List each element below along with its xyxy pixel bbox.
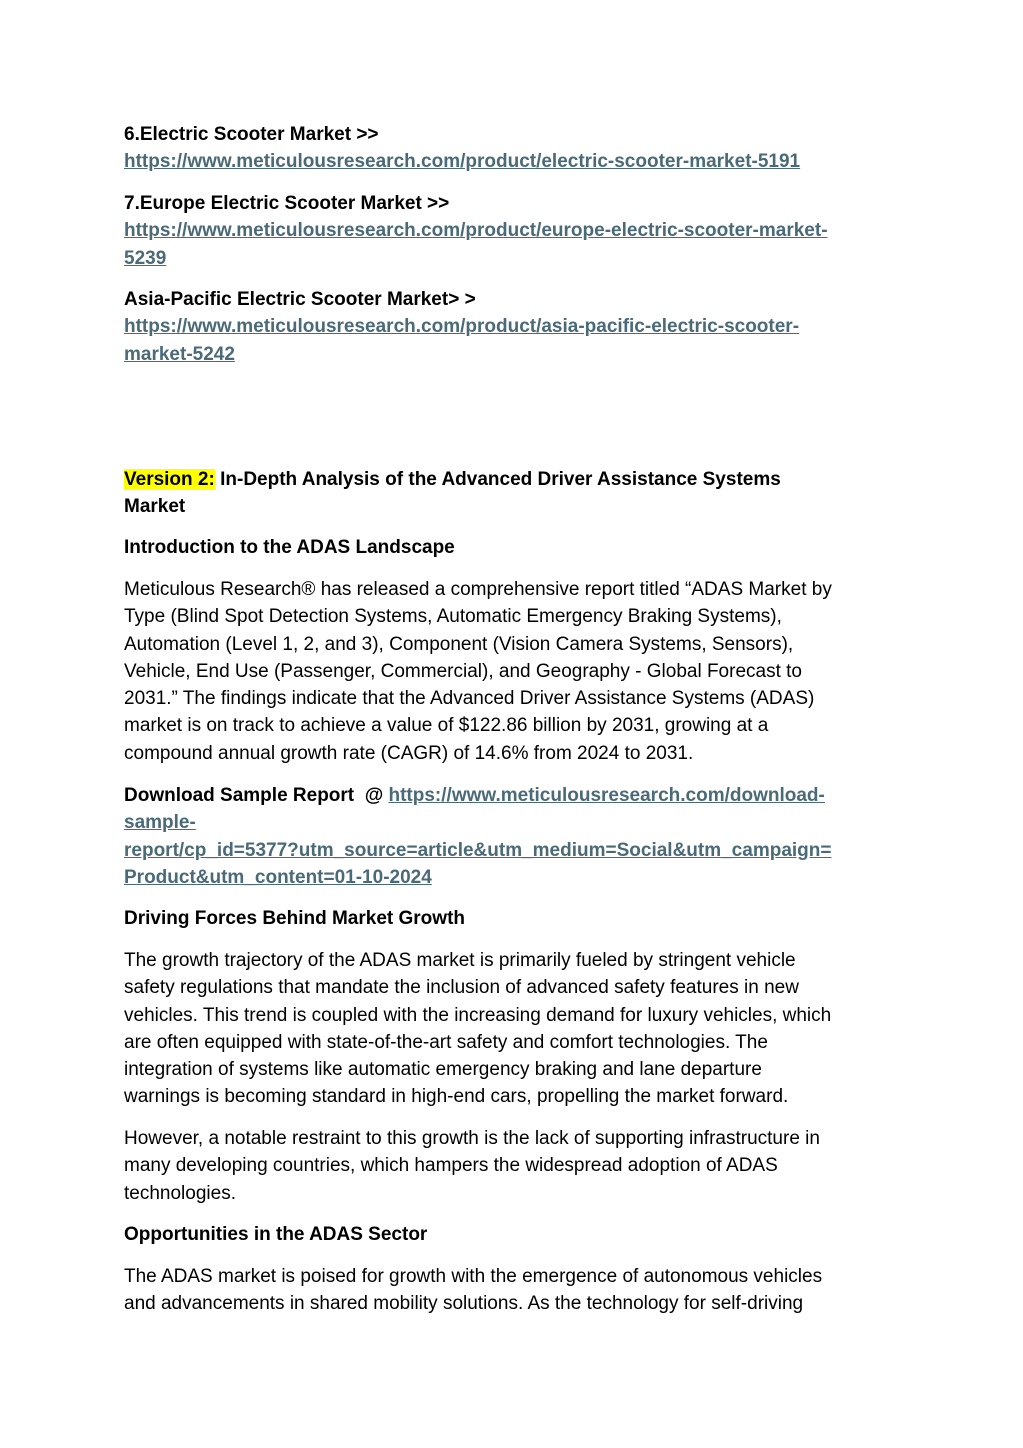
download-link-continued[interactable]: Product&utm_content=01-10-2024 <box>124 866 432 888</box>
opportunities-paragraph <box>124 1263 899 1318</box>
text-line: market is on track to achieve a value of $122.86 billion by 2031, growing at a <box>124 715 769 737</box>
text-line: many developing countries, which hampers the widespread adoption of ADAS <box>124 1155 778 1177</box>
download-link-continued[interactable]: report/cp_id=5377?utm_source=article&utm_medium=Social&utm_campaign= <box>124 839 832 861</box>
related-title: 6.Electric Scooter Market >> <box>124 124 379 145</box>
related-link[interactable]: https://www.meticulousresearch.com/product/europe-electric-scooter-market- <box>124 220 828 242</box>
related-link-continued[interactable]: market-5242 <box>124 343 235 365</box>
related-item-electric-scooter <box>124 121 899 176</box>
text-line: vehicles. This trend is coupled with the increasing demand for luxury vehicles, which <box>124 1004 832 1026</box>
text-line: compound annual growth rate (CAGR) of 14.6% from 2024 to 2031. <box>124 742 694 764</box>
section-heading-drivers: Driving Forces Behind Market Growth <box>124 908 465 929</box>
text-line: Vehicle, End Use (Passenger, Commercial), and Geography - Global Forecast to <box>124 660 802 682</box>
version-title: In-Depth Analysis of the Advanced Driver Assistance Systems <box>220 469 781 490</box>
text-line: Type (Blind Spot Detection Systems, Automatic Emergency Braking Systems), <box>124 606 782 628</box>
text-line: are often equipped with state-of-the-art safety and comfort technologies. The <box>124 1031 768 1053</box>
related-title: Asia-Pacific Electric Scooter Market> > <box>124 289 476 310</box>
related-link[interactable]: https://www.meticulousresearch.com/product/asia-pacific-electric-scooter- <box>124 316 800 338</box>
text-line: warnings is becoming standard in high-end cars, propelling the market forward. <box>124 1086 789 1108</box>
text-line: However, a notable restraint to this growth is the lack of supporting infrastructure in <box>124 1128 820 1149</box>
text-line: The growth trajectory of the ADAS market is primarily fueled by stringent vehicle <box>124 950 796 971</box>
drivers-paragraph <box>124 947 899 1111</box>
download-label: Download Sample Report @ <box>124 785 389 806</box>
related-link[interactable]: https://www.meticulousresearch.com/product/electric-scooter-market-5191 <box>124 151 801 173</box>
text-line: safety regulations that mandate the inclusion of advanced safety features in new <box>124 977 799 999</box>
download-sample-report <box>124 782 899 891</box>
text-line: The ADAS market is poised for growth with the emergence of autonomous vehicles <box>124 1266 823 1287</box>
related-title: 7.Europe Electric Scooter Market >> <box>124 193 450 214</box>
download-link-continued[interactable]: sample- <box>124 812 196 834</box>
section-heading-opportunities: Opportunities in the ADAS Sector <box>124 1224 428 1245</box>
text-line: technologies. <box>124 1182 236 1204</box>
restraint-paragraph <box>124 1125 899 1207</box>
related-item-asia-pacific-electric-scooter <box>124 286 899 368</box>
intro-paragraph <box>124 576 899 767</box>
download-link[interactable]: https://www.meticulousresearch.com/download- <box>388 785 825 806</box>
text-line: Meticulous Research® has released a comprehensive report titled “ADAS Market by <box>124 579 832 600</box>
text-line: 2031.” The findings indicate that the Advanced Driver Assistance Systems (ADAS) <box>124 688 815 710</box>
version-heading <box>124 466 899 521</box>
text-line: integration of systems like automatic emergency braking and lane departure <box>124 1059 762 1081</box>
version-tag: Version 2: <box>124 469 215 490</box>
text-line: and advancements in shared mobility solutions. As the technology for self-driving <box>124 1293 804 1315</box>
version-title-continued: Market <box>124 496 186 518</box>
related-item-europe-electric-scooter <box>124 190 899 272</box>
related-link-continued[interactable]: 5239 <box>124 247 167 269</box>
section-heading-intro: Introduction to the ADAS Landscape <box>124 537 455 558</box>
text-line: Automation (Level 1, 2, and 3), Component (Vision Camera Systems, Sensors), <box>124 633 794 655</box>
